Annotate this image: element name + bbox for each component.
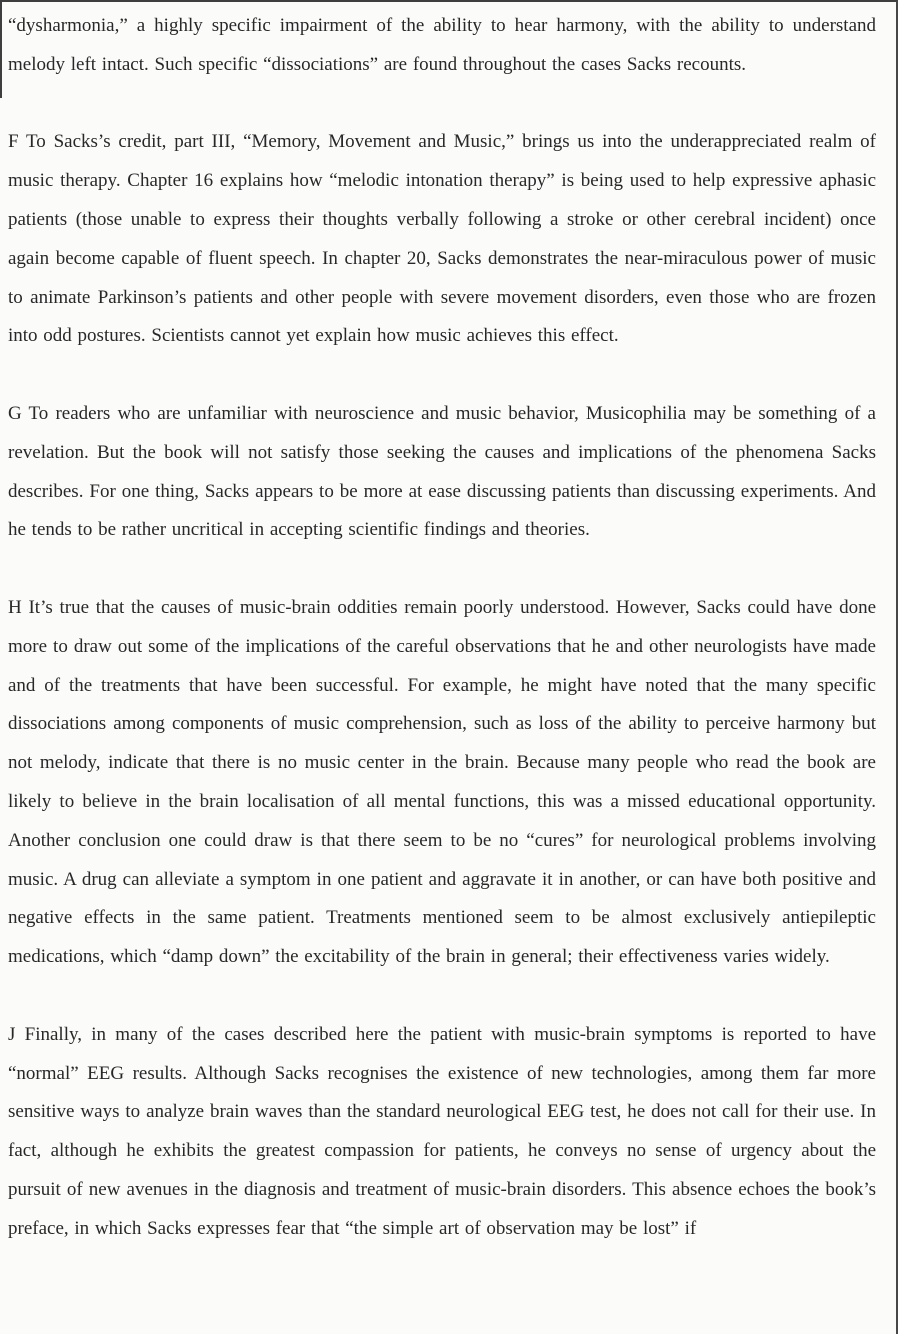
paragraph-intro-continuation: “dysharmonia,” a highly specific impairment of the ability to hear harmony, with the ability to understand melody left intact. Such specific “dissociations” are found throughout the cases Sacks recounts. [8,15,876,75]
paragraph-g: G To readers who are unfamiliar with neuroscience and music behavior, Musicophilia may be something of a revelation. But the book will not satisfy those seeking the causes and implications of the phenomena Sacks describes. For one thing, Sacks appears to be more at ease discussing patients than discussing experiments. And he tends to be rather uncritical in accepting scientific findings and theories. [8,402,876,541]
paragraph-j: J Finally, in many of the cases described here the patient with music-brain symptoms is reported to have “normal” EEG results. Although Sacks recognises the existence of new technologies, among them far more sensitive ways to analyze brain waves than the standard neurological EEG test, he does not call for their use. In fact, although he exhibits the greatest compassion for patients, he conveys no sense of urgency about the pursuit of new avenues in the diagnosis and treatment of music-brain disorders. This absence echoes the book’s preface, in which Sacks expresses fear that “the simple art of observation may be lost” if [8,1023,876,1239]
scan-border-left-segment [0,2,2,98]
paragraph-h: H It’s true that the causes of music-brain oddities remain poorly understood. However, Sacks could have done more to draw out some of the implications of the careful observations that he and other neurologists have made and of the treatments that have been successful. For example, he might have noted that the many specific dissociations among components of music comprehension, such as loss of the ability to perceive harmony but not melody, indicate that there is no music center in the brain. Because many people who read the book are likely to believe in the brain localisation of all mental functions, this was a missed educational opportunity. Another conclusion one could draw is that there seem to be no “cures” for neurological problems involving music. A drug can alleviate a symptom in one patient and aggravate it in another, or can have both positive and negative effects in the same patient. Treatments mentioned seem to be almost exclusively antiepileptic medications, which “damp down” the excitability of the brain in general; their effectiveness varies widely. [8,596,876,968]
paragraph-f: F To Sacks’s credit, part III, “Memory, Movement and Music,” brings us into the underappreciated realm of music therapy. Chapter 16 explains how “melodic intonation therapy” is being used to help expressive aphasic patients (those unable to express their thoughts verbally following a stroke or other cerebral incident) once again become capable of fluent speech. In chapter 20, Sacks demonstrates the near-miraculous power of music to animate Parkinson’s patients and other people with severe movement disorders, even those who are frozen into odd postures. Scientists cannot yet explain how music achieves this effect. [8,131,876,347]
